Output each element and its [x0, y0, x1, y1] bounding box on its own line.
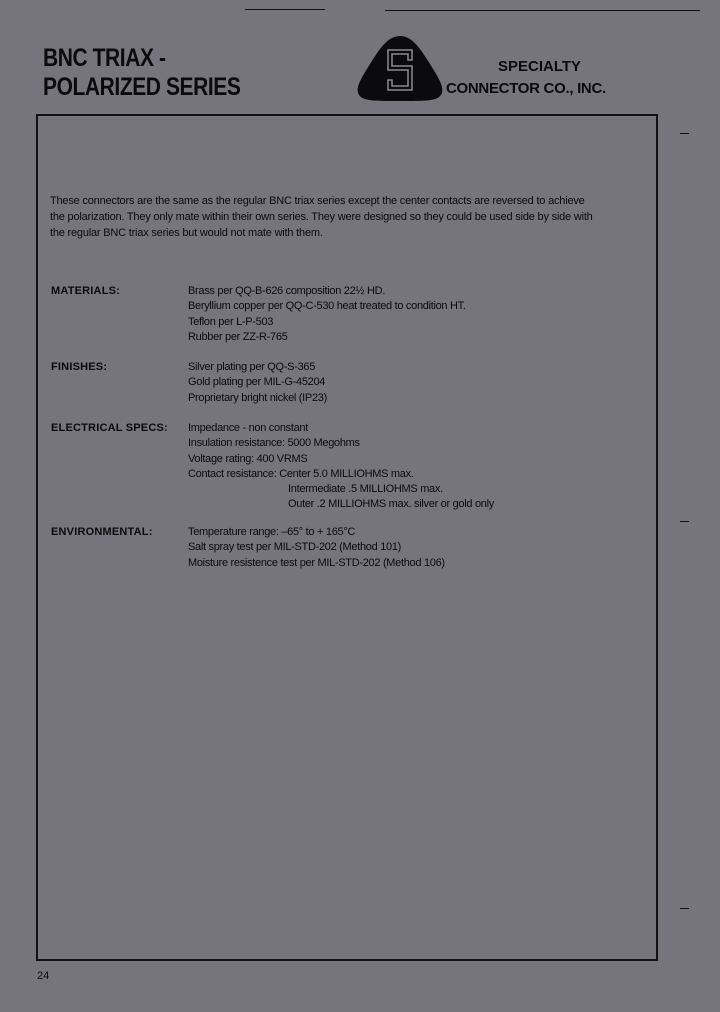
electrical-specs-label: ELECTRICAL SPECS:: [51, 422, 168, 434]
finishes-line: Gold plating per MIL-G-45204: [188, 376, 326, 389]
page-title-line1: BNC TRIAX -: [43, 44, 166, 72]
materials-line: Beryllium copper per QQ-C-530 heat treated to condition HT.: [188, 300, 466, 313]
materials-line: Brass per QQ-B-626 composition 22½ HD.: [188, 285, 386, 297]
materials-label: MATERIALS:: [51, 285, 121, 297]
intro-line: the regular BNC triax series but would not mate with them.: [50, 227, 323, 239]
electrical-line: Intermediate .5 MILLIOHMS max.: [288, 483, 443, 496]
materials-values: [188, 284, 466, 345]
intro-paragraph: [50, 193, 650, 241]
page-number: 24: [37, 970, 50, 982]
finishes-values: [188, 360, 327, 406]
environmental-values: [188, 525, 445, 571]
electrical-line: Contact resistance: Center 5.0 MILLIOHMS max.: [188, 467, 414, 480]
electrical-line: Outer .2 MILLIOHMS max. silver or gold only: [288, 498, 494, 511]
environmental-line: Moisture resistence test per MIL-STD-202 (Method 106): [188, 556, 445, 569]
top-rule-short: [245, 9, 325, 10]
electrical-specs-values: [188, 421, 494, 513]
finishes-label: FINISHES:: [51, 361, 108, 373]
intro-line: These connectors are the same as the regular BNC triax series except the center contacts are reversed to achieve: [50, 195, 585, 207]
margin-mark: [680, 521, 689, 522]
company-name-line2: CONNECTOR CO., INC.: [446, 80, 606, 97]
company-logo-icon: [354, 34, 446, 102]
top-rule-long: [385, 10, 700, 11]
environmental-label: ENVIRONMENTAL:: [51, 526, 153, 538]
finishes-line: Proprietary bright nickel (IP23): [188, 391, 327, 404]
materials-line: Rubber per ZZ-R-765: [188, 330, 288, 343]
materials-line: Teflon per L-P-503: [188, 315, 274, 328]
margin-mark: [680, 133, 689, 134]
finishes-line: Silver plating per QQ-S-365: [188, 361, 316, 373]
company-name-line1: SPECIALTY: [498, 58, 582, 75]
electrical-line: Voltage rating: 400 VRMS: [188, 452, 308, 465]
margin-mark: [680, 908, 689, 909]
environmental-line: Salt spray test per MIL-STD-202 (Method 101): [188, 541, 402, 554]
electrical-line: Impedance - non constant: [188, 422, 308, 434]
intro-line: the polarization. They only mate within their own series. They were designed so they could be used side by side with: [50, 211, 593, 223]
electrical-line: Insulation resistance: 5000 Megohms: [188, 437, 360, 450]
environmental-line: Temperature range: –65° to + 165°C: [188, 526, 356, 538]
page-title-line2: POLARIZED SERIES: [43, 73, 241, 101]
